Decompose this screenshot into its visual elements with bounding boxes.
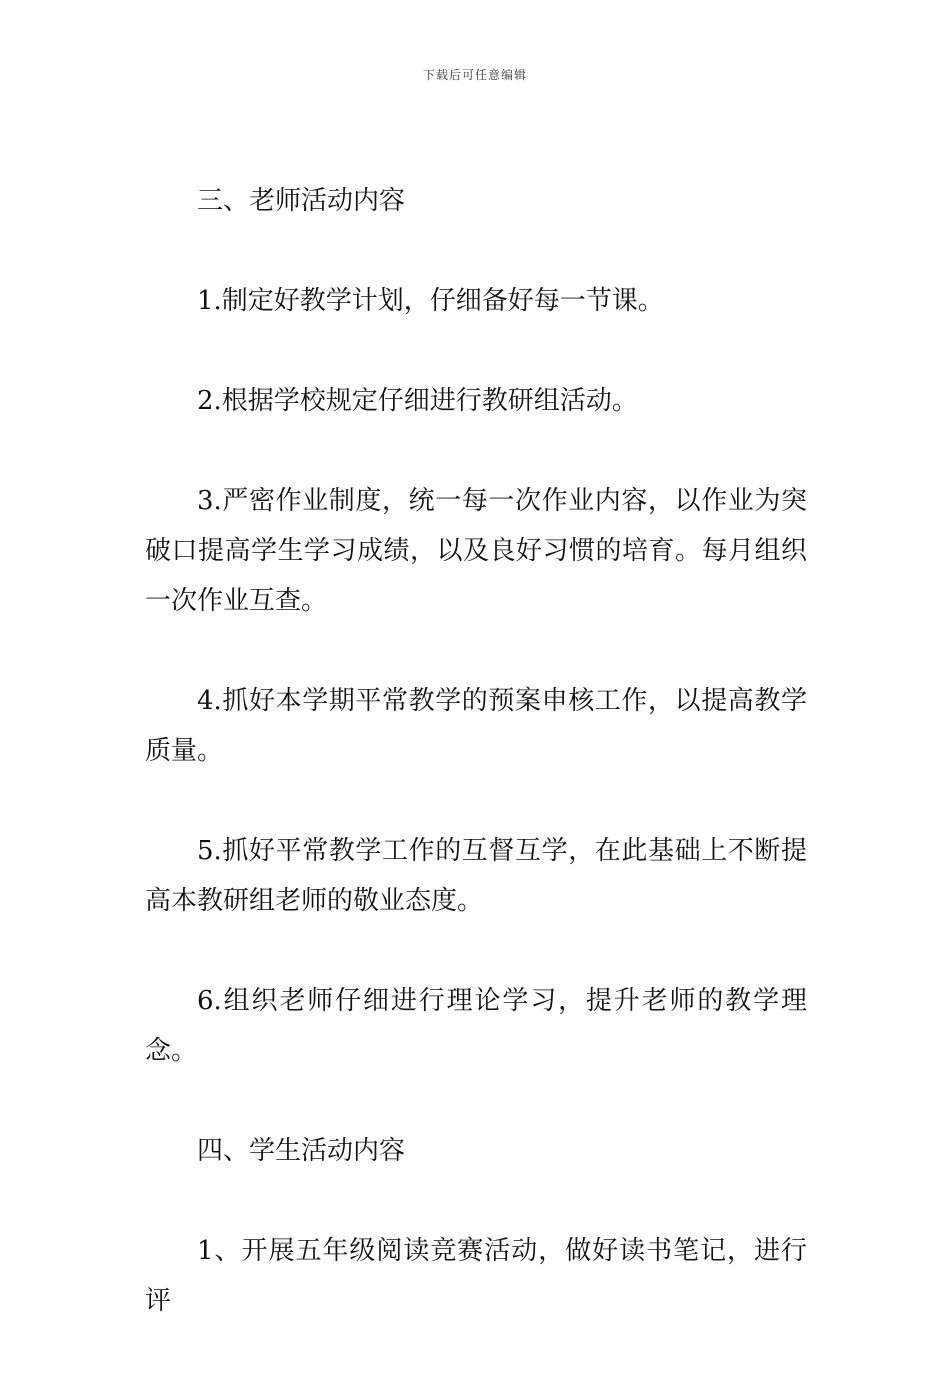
section-heading-student-activities: 四、学生活动内容 bbox=[197, 1136, 406, 1166]
document-body bbox=[145, 176, 807, 1376]
teacher-item-3: 3.严密作业制度，统一每一次作业内容，以作业为突破口提高学生学习成绩，以及良好习惯的培育。每月组织一次作业互查。 bbox=[145, 486, 807, 616]
teacher-item-4: 4.抓好本学期平常教学的预案申核工作，以提高教学质量。 bbox=[145, 686, 807, 766]
teacher-item-6: 6.组织老师仔细进行理论学习，提升老师的教学理念。 bbox=[145, 986, 807, 1066]
teacher-item-2: 2.根据学校规定仔细进行教研组活动。 bbox=[197, 386, 638, 416]
teacher-item-1: 1.制定好教学计划，仔细备好每一节课。 bbox=[197, 286, 664, 316]
teacher-item-5: 5.抓好平常教学工作的互督互学，在此基础上不断提高本教研组老师的敬业态度。 bbox=[145, 836, 807, 916]
header-note: 下载后可任意编辑 bbox=[422, 68, 527, 82]
section-heading-teacher-activities: 三、老师活动内容 bbox=[197, 186, 406, 216]
student-item-1: 1、开展五年级阅读竞赛活动，做好读书笔记，进行评 bbox=[145, 1236, 807, 1316]
